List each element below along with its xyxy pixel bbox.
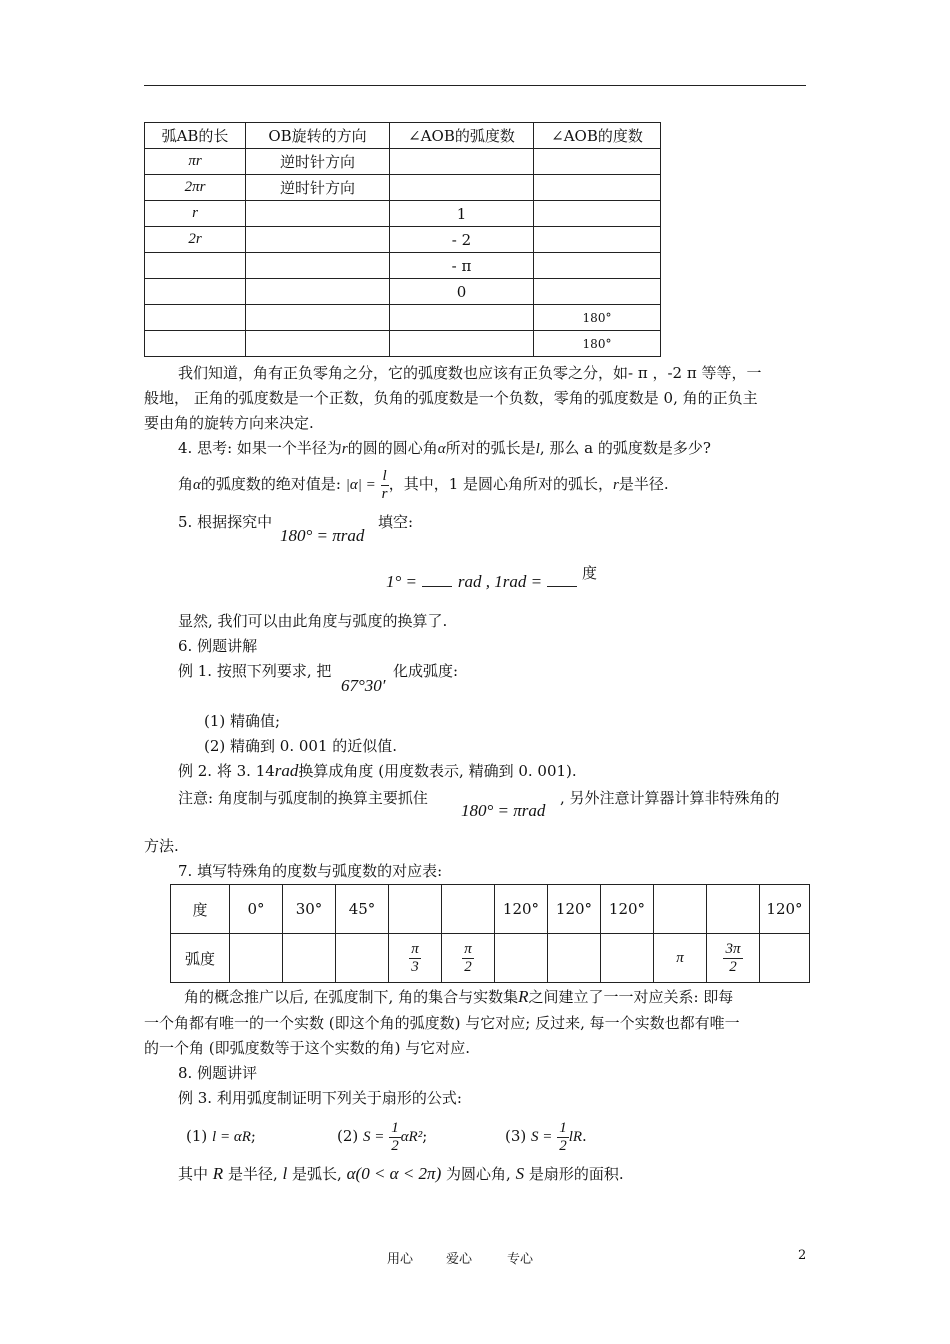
math-S: S <box>515 1164 525 1183</box>
table-cell <box>230 934 283 983</box>
note-label: 注意: 角度制与弧度制的换算主要抓住 <box>178 789 428 807</box>
table-cell <box>390 175 534 201</box>
table-cell <box>145 305 246 331</box>
text: ; <box>250 1127 256 1145</box>
math-l: l <box>282 1164 288 1183</box>
table-cell: π <box>654 934 707 983</box>
paragraph-line: 要由角的旋转方向来决定. <box>144 414 314 432</box>
formula-rad: rad , 1rad = <box>457 572 543 591</box>
table-cell: 0 <box>390 279 534 305</box>
table-cell: - π <box>390 253 534 279</box>
paragraph-line: 我们知道，角有正负零角之分，它的弧度数也应该有正负零之分，如- π ，-2 π 等等，一 <box>178 364 762 382</box>
text: , 那么 a 的弧度数是多少? <box>539 439 711 457</box>
numerator: l <box>382 467 387 484</box>
text: . <box>582 1127 587 1145</box>
text: 是弧长, <box>292 1165 342 1183</box>
example-1: 例 1. 按照下列要求, 把 <box>178 662 332 680</box>
table-cell <box>390 331 534 357</box>
table-cell <box>548 934 601 983</box>
table-cell <box>283 934 336 983</box>
fraction-pi-over-3 <box>409 941 421 976</box>
table-cell: 度 <box>171 885 230 934</box>
table-cell: 2r <box>145 227 246 253</box>
table-row-radians <box>171 934 810 983</box>
text: 例 2. 将 3. 14 <box>178 762 275 780</box>
example-3: 例 3. 利用弧度制证明下列关于扇形的公式: <box>178 1089 462 1107</box>
numerator: π <box>464 940 472 957</box>
math-R: R <box>518 987 529 1006</box>
math-R: R <box>212 1164 224 1183</box>
text: 换算成角度 (用度数表示, 精确到 0. 001). <box>298 762 577 780</box>
example-1-item-2: (2) 精确到 0. 001 的近似值. <box>204 737 398 755</box>
table-cell: 1 <box>390 201 534 227</box>
table-cell <box>534 201 661 227</box>
text: 的弧度数的绝对值是: <box>200 475 341 493</box>
table-cell <box>442 885 495 934</box>
table-header-cell: 弧AB的长 <box>145 123 246 149</box>
text: 所对的弧长是 <box>445 439 536 457</box>
example-1-tail: 化成弧度: <box>393 662 459 680</box>
table-cell: 0° <box>230 885 283 934</box>
table-cell: 120° <box>601 885 654 934</box>
table-row-degrees <box>171 885 810 934</box>
table-cell: 180° <box>534 331 661 357</box>
math-alpha-r2: αR² <box>400 1129 423 1145</box>
table-cell <box>534 279 661 305</box>
math-r: r <box>341 441 348 457</box>
where-line <box>178 1164 624 1184</box>
table-row <box>145 227 661 253</box>
table-cell: 弧度 <box>171 934 230 983</box>
text: 是扇形的面积. <box>528 1165 624 1183</box>
formula-one-degree: 1° = <box>386 572 418 591</box>
table-cell <box>654 885 707 934</box>
table-cell <box>246 305 390 331</box>
question-5-label: 5. 根据探究中 <box>178 513 273 531</box>
table-cell <box>442 934 495 983</box>
table-header-cell: ∠AOB的度数 <box>534 123 661 149</box>
numerator: 3π <box>725 940 741 957</box>
table-row <box>145 253 661 279</box>
math-lr: lR <box>568 1129 583 1145</box>
math-s: S = <box>531 1129 553 1145</box>
text: 4. 思考: 如果一个半径为 <box>178 439 342 457</box>
table-cell <box>707 934 760 983</box>
page-number: 2 <box>798 1248 807 1263</box>
table-cell <box>246 331 390 357</box>
table-cell <box>246 201 390 227</box>
arc-angle-table <box>144 122 661 357</box>
blank-underline[interactable] <box>547 572 577 587</box>
table-cell: 120° <box>548 885 601 934</box>
formula-2 <box>337 1116 427 1157</box>
formula-1 <box>186 1116 256 1157</box>
table-cell <box>145 253 246 279</box>
math-alpha: α <box>437 441 446 457</box>
text: (2) <box>337 1127 359 1145</box>
text: 是半径, <box>227 1165 278 1183</box>
table-cell: 逆时针方向 <box>246 149 390 175</box>
numerator: 1 <box>559 1119 567 1136</box>
text: 其中 <box>178 1165 209 1183</box>
denominator: 2 <box>559 1137 567 1154</box>
math-rad: rad <box>274 761 299 780</box>
question-4 <box>178 438 711 459</box>
table-header-row <box>145 123 661 149</box>
table-cell <box>145 279 246 305</box>
text: 为圆心角, <box>446 1165 511 1183</box>
denominator: 3 <box>411 958 419 975</box>
table-cell: πr <box>145 149 246 175</box>
table-cell: 逆时针方向 <box>246 175 390 201</box>
text: 角 <box>178 475 194 493</box>
header-rule <box>144 85 806 86</box>
table-row <box>145 175 661 201</box>
table-cell <box>390 305 534 331</box>
example-2 <box>178 761 577 781</box>
table-cell <box>760 934 810 983</box>
formula-3 <box>505 1116 587 1157</box>
table-cell <box>389 934 442 983</box>
table-header-cell: ∠AOB的弧度数 <box>390 123 534 149</box>
table-cell <box>246 279 390 305</box>
fraction-pi-over-2 <box>462 941 474 976</box>
math-r: r <box>613 477 619 493</box>
paragraph-line <box>184 987 733 1007</box>
table-cell <box>390 149 534 175</box>
section-8-title: 8. 例题讲评 <box>178 1064 258 1082</box>
footer-slogan-1: 用心 <box>387 1252 414 1267</box>
math-abs-alpha: |α| = <box>345 477 376 493</box>
table-cell <box>534 149 661 175</box>
fraction-3pi-over-2 <box>723 941 742 976</box>
paragraph-line: 一个角都有唯一的一个实数 (即这个角的弧度数) 与它对应; 反过来, 每一个实数也都有唯一 <box>144 1014 740 1032</box>
table-cell <box>145 331 246 357</box>
table-cell <box>495 934 548 983</box>
table-cell: r <box>145 201 246 227</box>
note-continued: 方法. <box>144 837 179 855</box>
table-row <box>145 331 661 357</box>
fraction-one-half <box>557 1120 569 1155</box>
table-cell: 2πr <box>145 175 246 201</box>
question-5-fill: 填空: <box>378 513 414 531</box>
table-cell: 30° <box>283 885 336 934</box>
denominator: 2 <box>391 1137 399 1154</box>
table-row <box>145 305 661 331</box>
table-cell <box>534 175 661 201</box>
math-alpha-range: α(0 < α < 2π) <box>346 1164 442 1183</box>
table-row <box>145 149 661 175</box>
denominator: 2 <box>464 958 472 975</box>
fill-blank-line <box>386 572 577 592</box>
footer-slogan-3: 专心 <box>507 1252 534 1267</box>
text: 的圆的圆心角 <box>347 439 438 457</box>
table-cell <box>389 885 442 934</box>
table-cell <box>707 885 760 934</box>
text: 角的概念推广以后, 在弧度制下, 角的集合与实数集 <box>184 988 519 1006</box>
table-cell <box>336 934 389 983</box>
table-cell: 180° <box>534 305 661 331</box>
table-row <box>145 201 661 227</box>
paragraph-line: 显然, 我们可以由此角度与弧度的换算了. <box>178 612 448 630</box>
table-cell <box>246 253 390 279</box>
text: 之间建立了一一对应关系: 即每 <box>528 988 734 1006</box>
table-cell <box>534 253 661 279</box>
math-alpha: α <box>193 477 201 493</box>
text: (1) <box>186 1127 208 1145</box>
text: (3) <box>505 1127 527 1145</box>
table-cell: 120° <box>760 885 810 934</box>
table-cell: - 2 <box>390 227 534 253</box>
table-cell: 120° <box>495 885 548 934</box>
section-6-title: 6. 例题讲解 <box>178 637 258 655</box>
formula-180-pi-rad: 180° = πrad <box>280 526 365 545</box>
math-s: S = <box>363 1129 385 1145</box>
angle-67-30: 67°30′ <box>341 676 386 695</box>
fraction-l-over-r <box>381 468 389 503</box>
blank-underline[interactable] <box>422 572 452 587</box>
special-angle-table <box>170 884 810 983</box>
math-l: l <box>535 441 540 457</box>
table-cell: 45° <box>336 885 389 934</box>
table-cell <box>246 227 390 253</box>
denominator: 2 <box>729 958 737 975</box>
table-row <box>145 279 661 305</box>
fraction-one-half <box>389 1120 401 1155</box>
numerator: 1 <box>391 1119 399 1136</box>
paragraph-line: 般地， 正角的弧度数是一个正数，负角的弧度数是一个负数，零角的弧度数是 0, 角的正负主 <box>144 389 758 407</box>
formula-180-pi-rad: 180° = πrad <box>461 801 546 820</box>
table-cell <box>601 934 654 983</box>
degree-label: 度 <box>582 564 598 582</box>
footer-slogan-2: 爱心 <box>446 1252 473 1267</box>
note-tail: , 另外注意计算器计算非特殊角的 <box>560 789 780 807</box>
text: 是半径. <box>618 475 669 493</box>
denominator: r <box>381 485 388 502</box>
table-header-cell: OB旋转的方向 <box>246 123 390 149</box>
section-7-title: 7. 填写特殊角的度数与弧度数的对应表: <box>178 862 443 880</box>
paragraph-line: 的一个角 (即弧度数等于这个实数的角) 与它对应. <box>144 1039 471 1057</box>
abs-value-line <box>178 464 669 505</box>
math-l-eq-alpha-r: l = αR <box>212 1129 251 1145</box>
numerator: π <box>411 940 419 957</box>
table-cell <box>534 227 661 253</box>
example-1-item-1: (1) 精确值; <box>204 712 281 730</box>
text: ; <box>422 1127 428 1145</box>
text: ，其中，1 是圆心角所对的弧长， <box>388 475 614 493</box>
